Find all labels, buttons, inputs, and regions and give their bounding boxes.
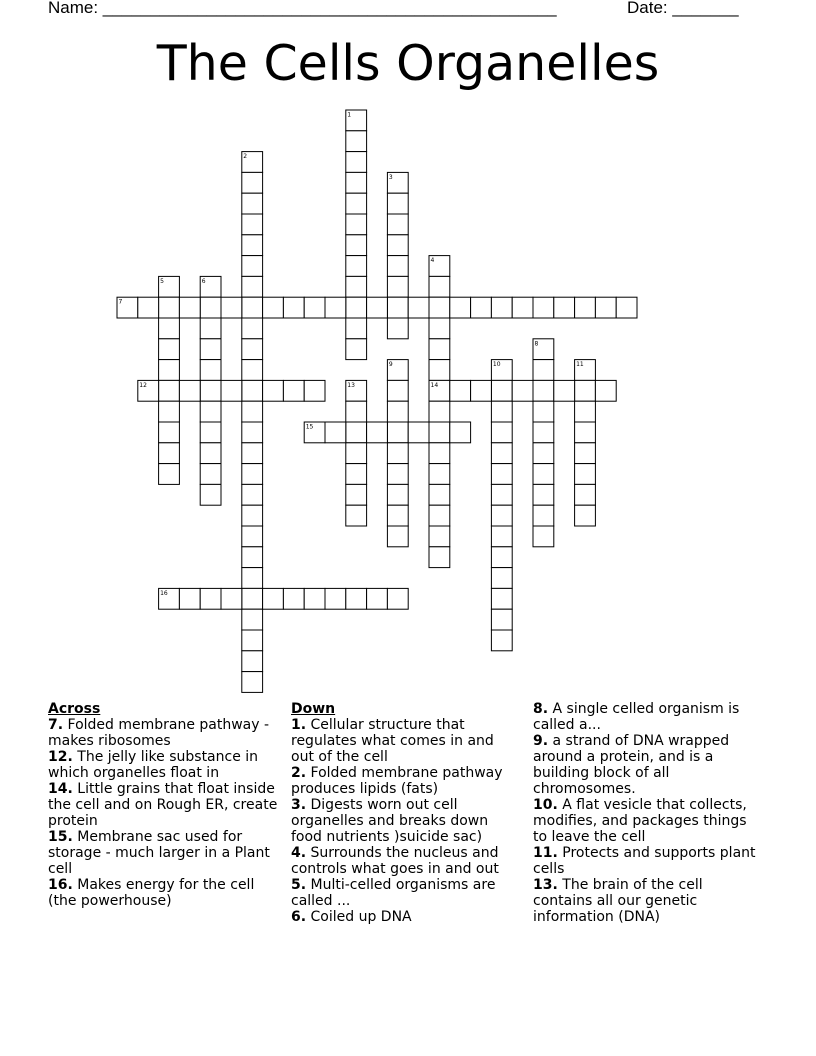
grid-cell[interactable]	[242, 422, 263, 443]
grid-cell[interactable]	[242, 568, 263, 589]
grid-cell[interactable]	[325, 297, 346, 318]
grid-cell[interactable]	[346, 172, 367, 193]
grid-cell[interactable]	[346, 401, 367, 422]
grid-cell[interactable]	[595, 297, 616, 318]
clue-number-label: 7	[118, 298, 123, 306]
clue-number: 11.	[533, 845, 558, 861]
grid-cell[interactable]	[429, 484, 450, 505]
clue-item	[48, 877, 283, 909]
clue-item	[48, 829, 283, 877]
grid-cell[interactable]	[533, 464, 554, 485]
grid-cell[interactable]	[575, 422, 596, 443]
grid-cell[interactable]	[533, 297, 554, 318]
clue-number-label: 13	[347, 381, 355, 389]
grid-cell[interactable]	[533, 526, 554, 547]
grid-cell[interactable]	[408, 297, 429, 318]
grid-cell[interactable]	[533, 360, 554, 381]
grid-cell[interactable]	[242, 214, 263, 235]
grid-cell[interactable]	[263, 380, 284, 401]
grid-cell[interactable]	[242, 630, 263, 651]
clue-number-label: 3	[388, 173, 393, 181]
clue-number: 14.	[48, 781, 73, 797]
grid-cell[interactable]	[491, 443, 512, 464]
grid-cell[interactable]	[367, 297, 388, 318]
grid-cell[interactable]	[200, 401, 221, 422]
clue-number-label: 2	[243, 153, 248, 161]
down-clues	[291, 701, 521, 925]
grid-cell[interactable]	[159, 297, 180, 318]
puzzle-title: The Cells Organelles	[156, 35, 660, 92]
grid-cell[interactable]	[242, 360, 263, 381]
clue-number-label: 4	[430, 257, 435, 265]
grid-cell[interactable]	[533, 484, 554, 505]
clue-item	[533, 877, 763, 925]
grid-cell[interactable]	[346, 588, 367, 609]
grid-cell[interactable]	[346, 422, 367, 443]
grid-cell[interactable]	[304, 588, 325, 609]
grid-cell[interactable]	[242, 547, 263, 568]
grid-cell[interactable]	[387, 401, 408, 422]
grid-cell[interactable]	[263, 297, 284, 318]
grid-cell[interactable]	[429, 422, 450, 443]
grid-cell[interactable]	[200, 443, 221, 464]
grid-cell[interactable]	[533, 422, 554, 443]
clue-text: Folded membrane pathway produces lipids (fats)	[291, 765, 503, 797]
grid-cell[interactable]	[346, 214, 367, 235]
grid-cell[interactable]	[491, 297, 512, 318]
grid-cell[interactable]	[471, 380, 492, 401]
grid-cell[interactable]	[242, 193, 263, 214]
grid-cell[interactable]	[159, 360, 180, 381]
grid-cell[interactable]	[242, 318, 263, 339]
down-clues-continued	[533, 701, 763, 925]
grid-cell[interactable]	[387, 443, 408, 464]
grid-cell[interactable]	[159, 464, 180, 485]
grid-cell[interactable]	[200, 360, 221, 381]
grid-cell[interactable]	[242, 401, 263, 422]
clue-item	[291, 717, 521, 765]
grid-cell[interactable]	[491, 380, 512, 401]
grid-cell[interactable]	[533, 380, 554, 401]
clue-item	[533, 797, 763, 845]
clue-number-label: 1	[347, 111, 352, 119]
grid-cell[interactable]	[575, 297, 596, 318]
grid-cell[interactable]	[533, 401, 554, 422]
grid-cell[interactable]	[242, 651, 263, 672]
clue-number-label: 5	[160, 277, 164, 285]
clue-number: 16.	[48, 877, 73, 893]
across-heading: Across	[48, 701, 101, 717]
grid-cell[interactable]	[200, 484, 221, 505]
clue-item	[291, 877, 521, 909]
grid-cell[interactable]	[346, 276, 367, 297]
down-heading: Down	[291, 701, 336, 717]
grid-cell[interactable]	[242, 339, 263, 360]
clue-number-label: 12	[139, 381, 147, 389]
grid-cell[interactable]	[429, 401, 450, 422]
grid-cell[interactable]	[346, 443, 367, 464]
grid-cell[interactable]	[387, 193, 408, 214]
across-clues	[48, 701, 283, 909]
grid-cell[interactable]	[346, 131, 367, 152]
grid-cell[interactable]	[283, 380, 304, 401]
grid-cell[interactable]	[346, 193, 367, 214]
grid-cell[interactable]	[200, 422, 221, 443]
grid-cell[interactable]	[346, 464, 367, 485]
grid-cell[interactable]	[325, 422, 346, 443]
grid-cell[interactable]	[471, 297, 492, 318]
grid-cell[interactable]	[221, 380, 242, 401]
grid-cell[interactable]	[346, 339, 367, 360]
grid-cell[interactable]	[242, 297, 263, 318]
grid-cell[interactable]	[346, 152, 367, 173]
clue-item	[48, 749, 283, 781]
across-list	[48, 717, 283, 909]
grid-cell[interactable]	[200, 297, 221, 318]
grid-cell[interactable]	[554, 380, 575, 401]
grid-cell[interactable]	[346, 505, 367, 526]
grid-cell[interactable]	[242, 526, 263, 547]
grid-cell[interactable]	[533, 505, 554, 526]
grid-cell[interactable]	[242, 172, 263, 193]
clue-number: 15.	[48, 829, 73, 845]
grid-cell[interactable]	[491, 609, 512, 630]
grid-cell[interactable]	[242, 588, 263, 609]
grid-cell[interactable]	[242, 464, 263, 485]
grid-cell[interactable]	[159, 380, 180, 401]
down-list	[291, 717, 521, 925]
clue-number-label: 8	[534, 340, 539, 348]
clue-number: 3.	[291, 797, 307, 813]
clue-number: 1.	[291, 717, 307, 733]
clue-text: Membrane sac used for storage - much larger in a Plant cell	[48, 829, 270, 877]
grid-cell[interactable]	[491, 568, 512, 589]
clue-number-label: 16	[160, 589, 168, 597]
clue-number: 12.	[48, 749, 73, 765]
grid-cell[interactable]	[283, 588, 304, 609]
clue-item	[533, 733, 763, 797]
clue-number: 8.	[533, 701, 549, 717]
grid-cell[interactable]	[554, 297, 575, 318]
clue-number: 2.	[291, 765, 307, 781]
grid-cell[interactable]	[512, 297, 533, 318]
grid-cell[interactable]	[387, 380, 408, 401]
grid-cell[interactable]	[491, 547, 512, 568]
clue-text: A flat vesicle that collects, modifies, and packages things to leave the cell	[533, 797, 747, 845]
clue-item	[291, 845, 521, 877]
grid-cell[interactable]	[533, 443, 554, 464]
clue-item	[48, 781, 283, 829]
grid-cell[interactable]	[575, 484, 596, 505]
grid-cell[interactable]	[242, 672, 263, 693]
grid-cell[interactable]	[346, 256, 367, 277]
grid-cell[interactable]	[616, 297, 637, 318]
clue-text: Surrounds the nucleus and controls what goes in and out	[291, 845, 499, 877]
clue-text: The jelly like substance in which organelles float in	[48, 749, 259, 781]
grid-cell[interactable]	[491, 505, 512, 526]
grid-cell[interactable]	[242, 443, 263, 464]
grid-cell[interactable]	[242, 235, 263, 256]
clue-text: Multi-celled organisms are called ...	[291, 877, 496, 909]
grid-cell[interactable]	[387, 588, 408, 609]
clue-item	[533, 845, 763, 877]
clue-item	[291, 909, 521, 925]
grid-cell[interactable]	[387, 297, 408, 318]
grid-cell[interactable]	[429, 360, 450, 381]
grid-cell[interactable]	[387, 276, 408, 297]
clue-number: 9.	[533, 733, 549, 749]
grid-cell[interactable]	[138, 297, 159, 318]
clue-number: 4.	[291, 845, 307, 861]
grid-cell[interactable]	[387, 505, 408, 526]
grid-cell[interactable]	[450, 297, 471, 318]
grid-cell[interactable]	[575, 443, 596, 464]
clue-number: 13.	[533, 877, 558, 893]
clue-text: A single celled organism is called a...	[533, 701, 740, 733]
clue-number-label: 10	[492, 361, 501, 369]
grid-cell[interactable]	[242, 256, 263, 277]
grid-cell[interactable]	[200, 588, 221, 609]
grid-cell[interactable]	[491, 422, 512, 443]
clue-item	[291, 765, 521, 797]
clue-text: Little grains that float inside the cell and on Rough ER, create protein	[48, 781, 278, 829]
grid-cell[interactable]	[429, 276, 450, 297]
clue-item	[48, 717, 283, 749]
grid-cell[interactable]	[367, 588, 388, 609]
grid-cell[interactable]	[200, 380, 221, 401]
grid-cell[interactable]	[387, 484, 408, 505]
grid-cell[interactable]	[387, 214, 408, 235]
clue-number-label: 14	[430, 381, 439, 389]
grid-cell[interactable]	[595, 380, 616, 401]
grid-cell[interactable]	[263, 588, 284, 609]
grid-cell[interactable]	[346, 318, 367, 339]
grid-cell[interactable]	[491, 526, 512, 547]
grid-cell[interactable]	[491, 464, 512, 485]
grid-cell[interactable]	[429, 318, 450, 339]
grid-cell[interactable]	[325, 588, 346, 609]
grid-cell[interactable]	[221, 588, 242, 609]
grid-cell[interactable]	[387, 464, 408, 485]
clue-text: Coiled up DNA	[306, 909, 412, 925]
clue-text: Folded membrane pathway - makes ribosomes	[48, 717, 270, 749]
grid-cell[interactable]	[387, 318, 408, 339]
grid-cell[interactable]	[159, 443, 180, 464]
clue-item	[291, 797, 521, 845]
grid-cell[interactable]	[179, 380, 200, 401]
grid-cell[interactable]	[159, 339, 180, 360]
clue-number: 10.	[533, 797, 558, 813]
clue-text: Protects and supports plant cells	[533, 845, 756, 877]
grid-cell[interactable]	[450, 422, 471, 443]
grid-cell[interactable]	[408, 422, 429, 443]
clue-number: 5.	[291, 877, 307, 893]
clue-number-label: 11	[576, 361, 584, 369]
grid-cell[interactable]	[242, 276, 263, 297]
grid-cell[interactable]	[429, 505, 450, 526]
grid-cell[interactable]	[242, 484, 263, 505]
date-field[interactable]: Date: _______	[627, 0, 739, 17]
clue-number: 6.	[291, 909, 307, 925]
grid-cell[interactable]	[200, 464, 221, 485]
grid-cell[interactable]	[387, 256, 408, 277]
clue-number-label: 15	[305, 423, 314, 431]
grid-cell[interactable]	[242, 609, 263, 630]
grid-cell[interactable]	[387, 526, 408, 547]
grid-cell[interactable]	[304, 380, 325, 401]
grid-cell[interactable]	[491, 484, 512, 505]
grid-cell[interactable]	[429, 443, 450, 464]
grid-cell[interactable]	[387, 235, 408, 256]
clue-text: Makes energy for the cell (the powerhouse)	[48, 877, 255, 909]
grid-cell[interactable]	[491, 401, 512, 422]
grid-cell[interactable]	[179, 297, 200, 318]
grid-cell[interactable]	[346, 484, 367, 505]
grid-cell[interactable]	[367, 422, 388, 443]
clue-number-label: 6	[201, 277, 206, 285]
grid-cell[interactable]	[429, 547, 450, 568]
grid-cell[interactable]	[491, 588, 512, 609]
grid-cell[interactable]	[429, 339, 450, 360]
grid-cell[interactable]	[200, 339, 221, 360]
grid-cell[interactable]	[429, 297, 450, 318]
grid-cell[interactable]	[346, 297, 367, 318]
grid-cell[interactable]	[304, 297, 325, 318]
grid-cell[interactable]	[221, 297, 242, 318]
name-field[interactable]: Name: ________________________________________________	[48, 0, 557, 17]
clue-number-label: 9	[388, 361, 393, 369]
clue-number: 7.	[48, 717, 64, 733]
grid-cell[interactable]	[200, 318, 221, 339]
grid-cell[interactable]	[512, 380, 533, 401]
grid-cell[interactable]	[242, 380, 263, 401]
clue-text: Digests worn out cell organelles and breaks down food nutrients )suicide sac)	[291, 797, 489, 845]
clue-item	[533, 701, 763, 733]
grid-cell[interactable]	[283, 297, 304, 318]
grid-cell[interactable]	[429, 464, 450, 485]
grid-cell[interactable]	[491, 630, 512, 651]
grid-cell[interactable]	[575, 464, 596, 485]
grid-cell[interactable]	[179, 588, 200, 609]
clue-text: a strand of DNA wrapped around a protein, and is a building block of all chromosomes.	[533, 733, 730, 797]
grid-cell[interactable]	[450, 380, 471, 401]
grid-cell[interactable]	[429, 526, 450, 547]
grid-cell[interactable]	[575, 380, 596, 401]
grid-cell[interactable]	[575, 401, 596, 422]
grid-cell[interactable]	[575, 505, 596, 526]
grid-cell[interactable]	[242, 505, 263, 526]
grid-cell[interactable]	[346, 235, 367, 256]
grid-cell[interactable]	[387, 422, 408, 443]
down-list-continued	[533, 701, 763, 925]
clue-text: Cellular structure that regulates what comes in and out of the cell	[291, 717, 494, 765]
clue-text: The brain of the cell contains all our genetic information (DNA)	[533, 877, 703, 925]
grid-cell[interactable]	[159, 318, 180, 339]
grid-cell[interactable]	[159, 422, 180, 443]
grid-cell[interactable]	[159, 401, 180, 422]
